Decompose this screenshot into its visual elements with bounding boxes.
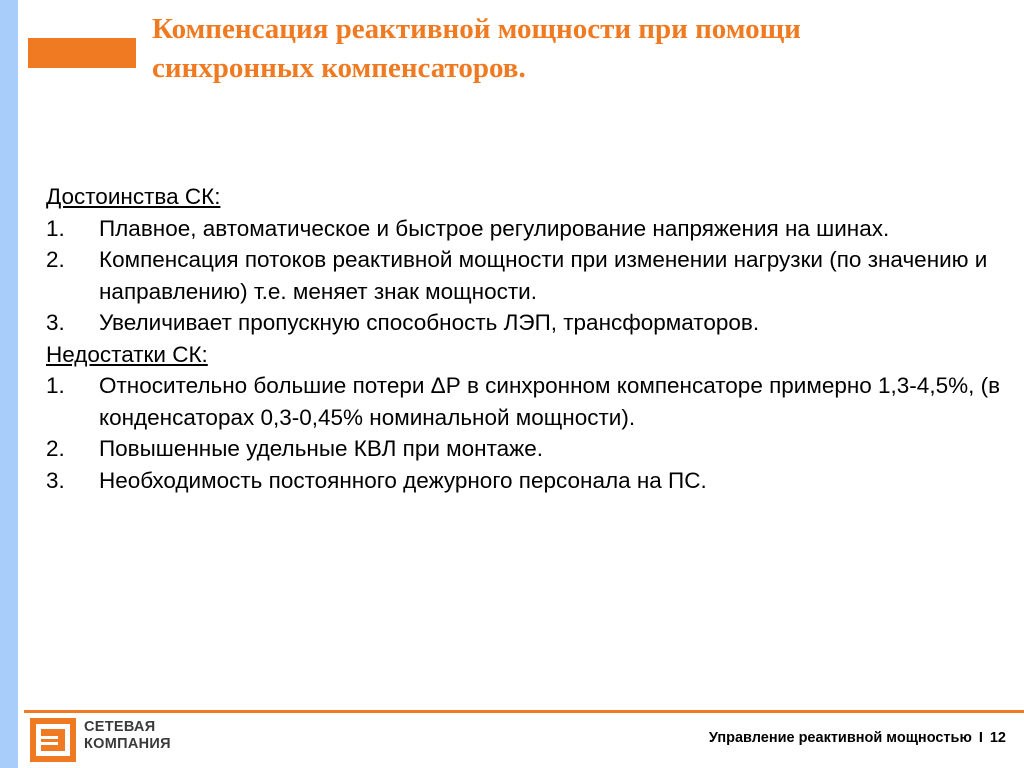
footer-caption — [709, 730, 1006, 746]
disadvantages-heading: Недостатки СК: — [46, 341, 208, 367]
advantage-item-2 — [46, 244, 1006, 307]
advantage-text-3: Увеличивает пропускную способность ЛЭП, трансформаторов. — [99, 310, 760, 335]
disadvantage-text-1: Относительно большие потери ΔР в синхронном компенсаторе примерно 1,3-4,5%, (в конденсаторах 0,3-0,45% номинальной мощности). — [99, 373, 1001, 430]
title-accent-bar — [28, 38, 136, 68]
disadvantage-item-1 — [46, 370, 1006, 433]
logo-line-1: СЕТЕВАЯ — [84, 719, 156, 735]
disadvantage-number-1: 1. — [46, 373, 65, 398]
logo-line-2: КОМПАНИЯ — [84, 736, 171, 752]
advantage-text-1: Плавное, автоматическое и быстрое регулирование напряжения на шинах. — [99, 215, 890, 241]
advantage-number-1: 1. — [46, 215, 65, 241]
company-logo-text — [84, 719, 171, 753]
page-number: 12 — [989, 730, 1006, 746]
slide-title — [152, 10, 1012, 88]
slide-body — [46, 181, 1006, 496]
advantage-item-3 — [46, 307, 1006, 339]
slide-title-line-2: синхронных компенсаторов. — [152, 52, 526, 84]
footer-topic: Управление реактивной мощностью — [708, 730, 972, 746]
advantages-heading: Достоинства СК: — [46, 184, 221, 209]
advantage-item-1 — [46, 213, 1006, 245]
left-decorative-stripe — [0, 0, 18, 768]
disadvantage-number-3: 3. — [46, 467, 65, 493]
advantage-number-2: 2. — [46, 247, 65, 272]
slide-title-line-1: Компенсация реактивной мощности при помощи — [152, 13, 801, 45]
disadvantage-number-2: 2. — [46, 436, 65, 461]
disadvantage-text-2: Повышенные удельные КВЛ при монтаже. — [99, 436, 543, 461]
disadvantage-item-3 — [46, 465, 1006, 497]
advantage-number-3: 3. — [46, 310, 65, 335]
disadvantage-item-2 — [46, 433, 1006, 465]
footer-separator: I — [978, 730, 983, 746]
company-logo-icon — [28, 716, 78, 764]
disadvantage-text-3: Необходимость постоянного дежурного персонала на ПС. — [99, 467, 707, 493]
advantage-text-2: Компенсация потоков реактивной мощности при изменении нагрузки (по значению и направлению) т.е. меняет знак мощности. — [99, 247, 988, 304]
footer-divider — [24, 710, 1024, 713]
